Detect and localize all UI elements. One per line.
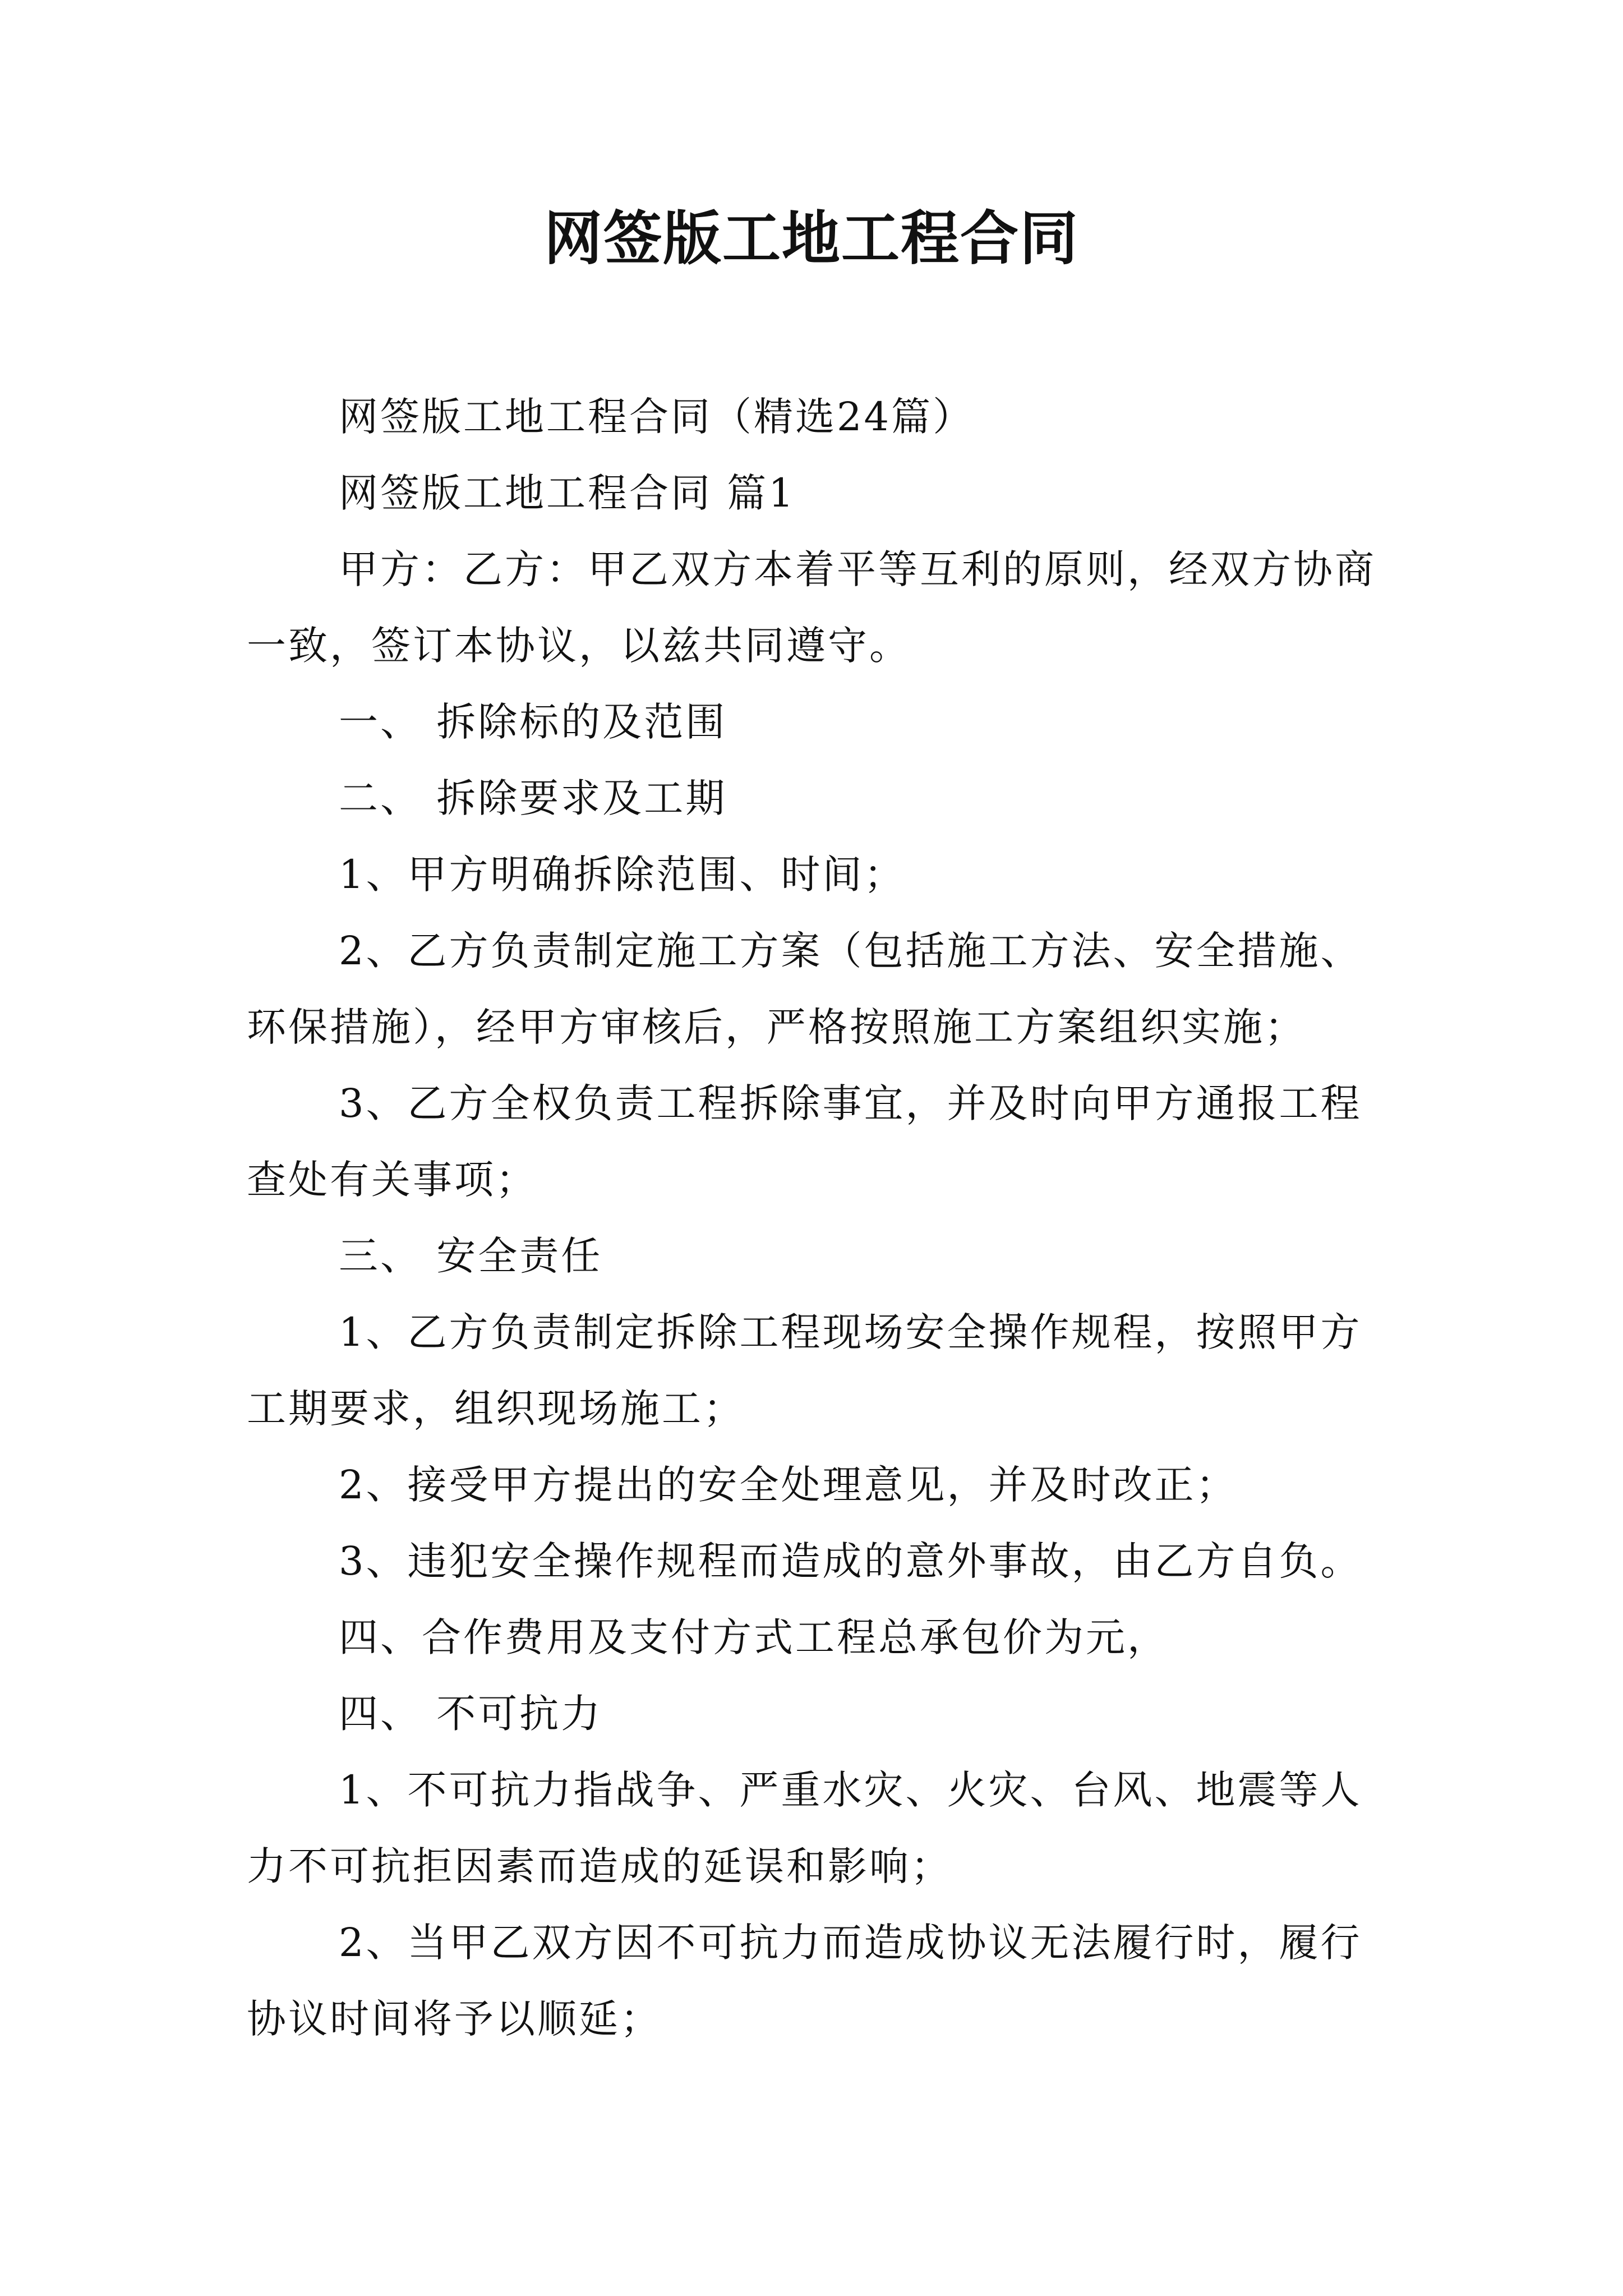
paragraph-item: 1、乙方负责制定拆除工程现场安全操作规程，按照甲方工期要求，组织现场施工； (247, 1309, 1362, 1432)
paragraph-section-heading: 网签版工地工程合同 篇1 (339, 470, 796, 516)
paragraph-heading-requirements: 二、 拆除要求及工期 (339, 775, 727, 821)
paragraph-heading-payment: 四、合作费用及支付方式工程总承包价为元， (339, 1614, 1169, 1660)
paragraph-item: 2、接受甲方提出的安全处理意见，并及时改正； (339, 1462, 1238, 1508)
paragraph-heading-scope: 一、 拆除标的及范围 (339, 699, 727, 745)
document-title: 网签版工地工程合同 (543, 204, 1079, 273)
paragraph-item: 3、违犯安全操作规程而造成的意外事故，由乙方自负。 (339, 1538, 1362, 1584)
paragraph-heading-safety: 三、 安全责任 (339, 1233, 603, 1279)
paragraph-item: 2、当甲乙双方因不可抗力而造成协议无法履行时，履行协议时间将予以顺延； (247, 1920, 1362, 2042)
paragraph-item: 2、乙方负责制定施工方案（包括施工方法、安全措施、环保措施），经甲方审核后，严格按照施工方案组织实施； (247, 928, 1362, 1050)
paragraph-heading-force-majeure: 四、 不可抗力 (339, 1691, 603, 1737)
paragraph-subtitle: 网签版工地工程合同（精选24篇） (339, 394, 975, 440)
paragraph-item: 1、不可抗力指战争、严重水灾、火灾、台风、地震等人力不可抗拒因素而造成的延误和影响； (247, 1767, 1362, 1889)
document-body (247, 379, 1391, 2057)
paragraph-parties: 甲方：乙方：甲乙双方本着平等互利的原则，经双方协商一致，签订本协议，以兹共同遵守。 (247, 546, 1376, 669)
paragraph-item: 3、乙方全权负责工程拆除事宜，并及时向甲方通报工程查处有关事项； (247, 1080, 1362, 1203)
paragraph-item: 1、甲方明确拆除范围、时间； (339, 852, 906, 898)
